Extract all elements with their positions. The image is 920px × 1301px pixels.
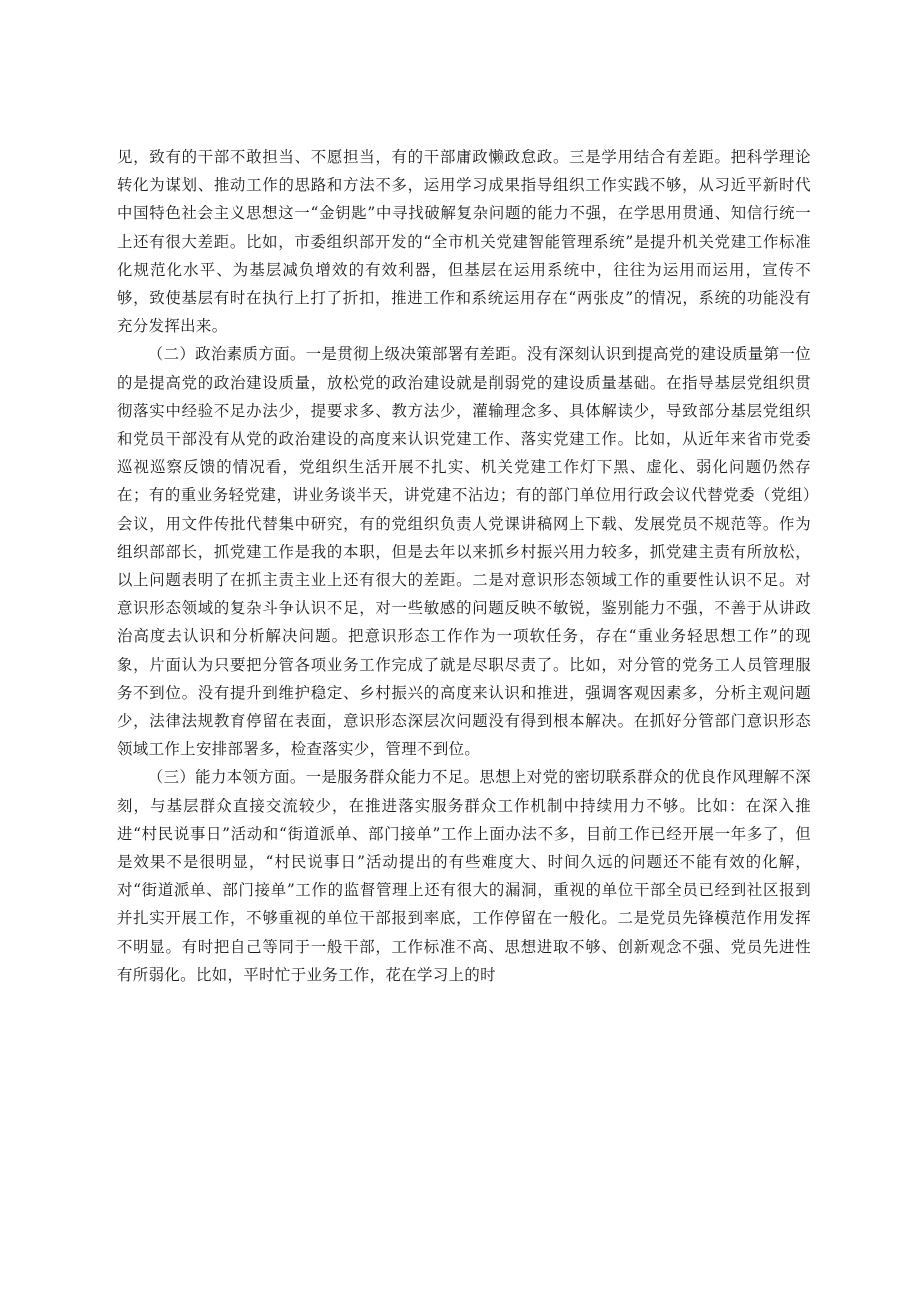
paragraph-political-quality: （二）政治素质方面。一是贯彻上级决策部署有差距。没有深刻认识到提高党的建设质量第一位的是提高党的政治建设质量，放松党的政治建设就是削弱党的建设质量基础。在指导基层党组织贯彻落实中经验不足办法少，提要求多、教方法少，灌输理念多、具体解读少，导致部分基层党组织和党员干部没有从党的政治建设的高度来认识党建工作、落实党建工作。比如，从近年来省市党委巡视巡察反馈的情况看，党组织生活开展不扎实、机关党建工作灯下黑、虚化、弱化问题仍然存在；有的重业务轻党建，讲业务谈半天，讲党建不沾边；有的部门单位用行政会议代替党委（党组）会议，用文件传批代替集中研究，有的党组织负责人党课讲稿网上下载、发展党员不规范等。作为组织部部长，抓党建工作是我的本职，但是去年以来抓乡村振兴用力较多，抓党建主责有所放松，以上问题表明了在抓主责主业上还有很大的差距。二是对意识形态领域工作的重要性认识不足。对意识形态领域的复杂斗争认识不足，对一些敏感的问题反映不敏锐，鉴别能力不强，不善于从讲政治高度去认识和分析解决问题。把意识形态工作作为一项软任务，存在“重业务轻思想工作”的现象，片面认为只要把分管各项业务工作完成了就是尽职尽责了。比如，对分管的党务工人员管理服务不到位。没有提升到维护稳定、乡村振兴的高度来认识和推进，强调客观因素多，分析主观问题少，法律法规教育停留在表面，意识形态深层次问题没有得到根本解决。在抓好分管部门意识形态领域工作上安排部署多，检查落实少，管理不到位。 (117, 345, 812, 759)
paragraph-capability: （三）能力本领方面。一是服务群众能力不足。思想上对党的密切联系群众的优良作风理解不深刻，与基层群众直接交流较少，在推进落实服务群众工作机制中持续用力不够。比如：在深入推进“村民说事日”活动和“街道派单、部门接单”工作上面办法不多，目前工作已经开展一年多了，但是效果不是很明显，“村民说事日”活动提出的有些难度大、时间久远的问题还不能有效的化解，对“街道派单、部门接单”工作的监督管理上还有很大的漏洞，重视的单位干部全员已经到社区报到并扎实开展工作，不够重视的单位干部报到率底，工作停留在一般化。二是党员先锋模范作用发挥不明显。有时把自己等同于一般干部，工作标准不高、思想进取不够、创新观念不强、党员先进性有所弱化。比如，平时忙于业务工作，花在学习上的时 (117, 768, 812, 984)
paragraph-study-application-gap: 见，致有的干部不敢担当、不愿担当，有的干部庸政懒政怠政。三是学用结合有差距。把科学理论转化为谋划、推动工作的思路和方法不多，运用学习成果指导组织工作实践不够，从习近平新时代中国特色社会主义思想这一“金钥匙”中寻找破解复杂问题的能力不强，在学思用贯通、知信行统一上还有很大差距。比如，市委组织部开发的“全市机关党建智能管理系统”是提升机关党建工作标准化规范化水平、为基层减负增效的有效利器，但基层在运用系统中，往往为运用而运用，宣传不够，致使基层有时在执行上打了折扣，推进工作和系统运用存在“两张皮”的情况，系统的功能没有充分发挥出来。 (117, 148, 811, 336)
document-page (117, 143, 811, 989)
